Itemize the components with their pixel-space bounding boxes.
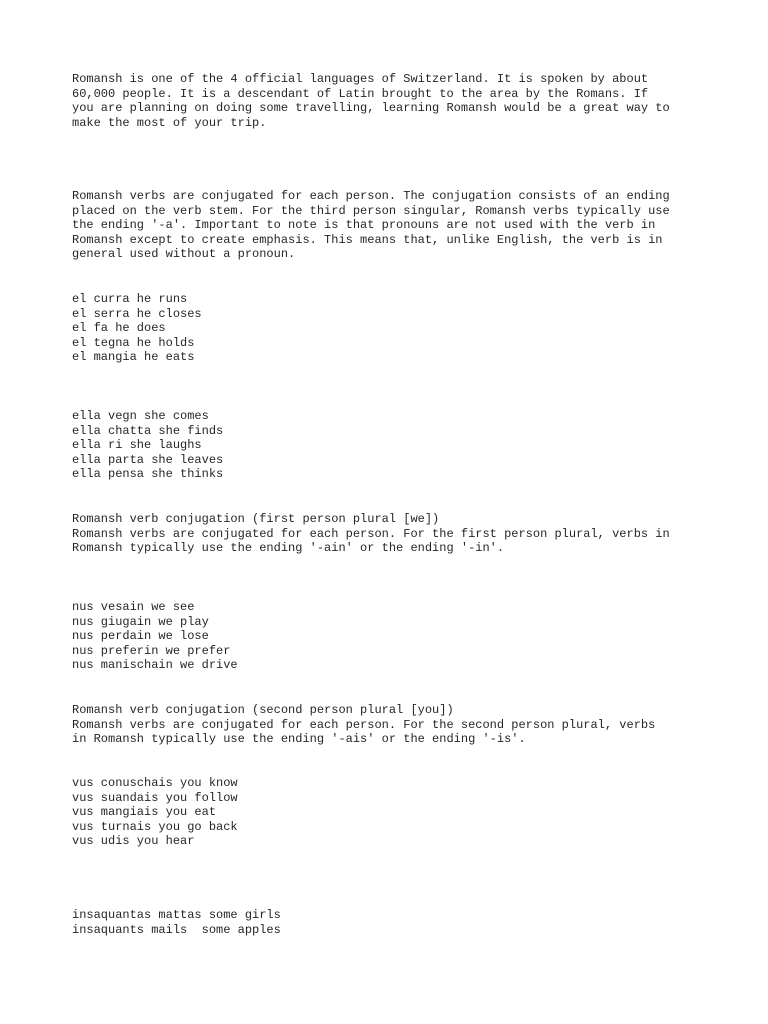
- el-verb-item: el mangia he eats: [72, 350, 195, 365]
- first-plural-line: Romansh verbs are conjugated for each person. For the first person plural, verbs in: [72, 526, 670, 541]
- third-person-line: Romansh except to create emphasis. This means that, unlike English, the verb is in: [72, 232, 663, 247]
- intro-line: you are planning on doing some travelling, learning Romansh would be a great way to: [72, 101, 670, 116]
- insaquants-item: insaquants mails some apples: [72, 922, 281, 937]
- third-person-line: placed on the verb stem. For the third person singular, Romansh verbs typically use: [72, 203, 670, 218]
- el-verb-item: el serra he closes: [72, 306, 202, 321]
- vus-verb-item: vus udis you hear: [72, 834, 195, 849]
- intro-line: make the most of your trip.: [72, 115, 267, 130]
- ella-verb-item: ella chatta she finds: [72, 423, 224, 438]
- third-person-line: the ending '-a'. Important to note is that pronouns are not used with the verb in: [72, 218, 656, 233]
- nus-verb-item: nus vesain we see: [72, 600, 195, 614]
- el-verb-item: el fa he does: [72, 321, 166, 336]
- vus-verb-item: vus conuschais you know: [72, 776, 238, 790]
- ella-verb-item: ella parta she leaves: [72, 452, 224, 467]
- ella-verb-item: ella pensa she thinks: [72, 467, 224, 482]
- el-verb-item: el tegna he holds: [72, 335, 195, 350]
- ella-verb-item: ella vegn she comes: [72, 409, 209, 423]
- vus-verb-item: vus turnais you go back: [72, 819, 238, 834]
- nus-verb-item: nus preferin we prefer: [72, 643, 231, 658]
- intro-line: 60,000 people. It is a descendant of Latin brought to the area by the Romans. If: [72, 86, 649, 101]
- first-plural-heading: Romansh verb conjugation (first person plural [we]): [72, 512, 440, 526]
- vus-verb-item: vus suandais you follow: [72, 790, 238, 805]
- ella-verb-item: ella ri she laughs: [72, 438, 202, 453]
- first-plural-line: Romansh typically use the ending '-ain' or the ending '-in'.: [72, 541, 505, 556]
- second-plural-line: in Romansh typically use the ending '-ais' or the ending '-is'.: [72, 732, 526, 747]
- nus-verb-item: nus perdain we lose: [72, 629, 209, 644]
- second-plural-heading: Romansh verb conjugation (second person plural [you]): [72, 703, 454, 717]
- insaquants-item: insaquantas mattas some girls: [72, 908, 281, 922]
- third-person-line: Romansh verbs are conjugated for each person. The conjugation consists of an ending: [72, 189, 670, 203]
- third-person-line: general used without a pronoun.: [72, 247, 296, 262]
- el-verb-item: el curra he runs: [72, 292, 188, 306]
- second-plural-line: Romansh verbs are conjugated for each person. For the second person plural, verbs: [72, 717, 656, 732]
- nus-verb-item: nus giugain we play: [72, 614, 209, 629]
- intro-line: Romansh is one of the 4 official languages of Switzerland. It is spoken by about: [72, 72, 649, 86]
- vus-verb-item: vus mangiais you eat: [72, 805, 217, 820]
- nus-verb-item: nus manischain we drive: [72, 658, 238, 673]
